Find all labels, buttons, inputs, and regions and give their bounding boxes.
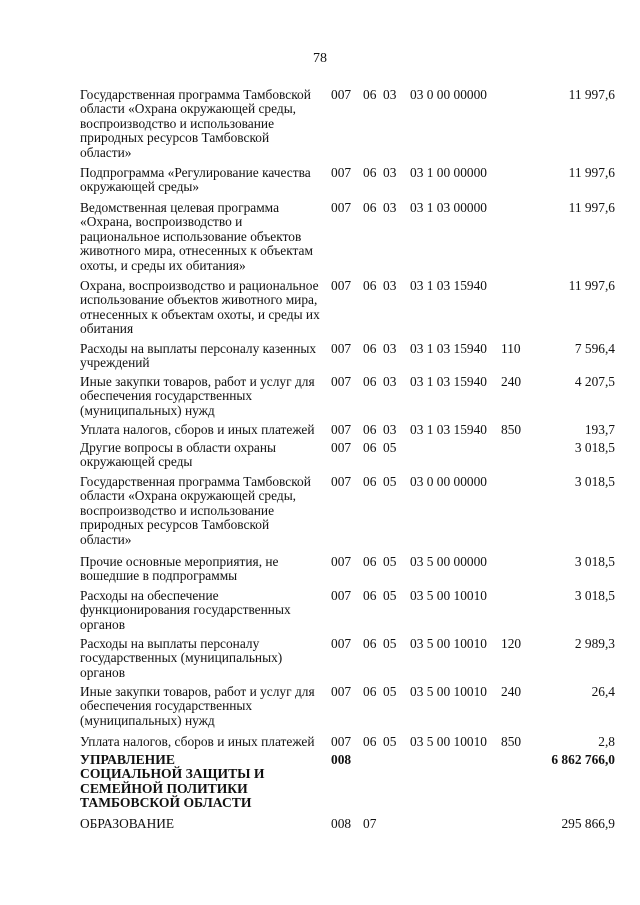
section-code: 06 [363,636,377,651]
amount: 2 989,3 [574,636,615,651]
target-code: 03 5 00 00000 [410,554,487,569]
section-code: 06 [363,440,377,455]
section-code: 06 [363,734,377,749]
subsection-code: 03 [383,374,397,389]
subsection-code: 05 [383,474,397,489]
amount: 26,4 [591,684,615,699]
subsection-code: 05 [383,684,397,699]
subsection-code: 05 [383,636,397,651]
target-code: 03 1 03 00000 [410,200,487,215]
row-name: Расходы на выплаты персоналу государственных (муниципальных) органов [80,636,283,680]
row-name: Государственная программа Тамбовской области «Охрана окружающей среды, воспроизводство и использование природных ресурсов Тамбовской области» [80,474,311,547]
page-number: 78 [313,51,327,66]
target-code: 03 1 03 15940 [410,278,487,293]
expense-type-code: 110 [501,341,521,356]
subsection-code: 03 [383,165,397,180]
ministry-code: 007 [331,588,352,603]
row-name: УПРАВЛЕНИЕ СОЦИАЛЬНОЙ ЗАЩИТЫ И СЕМЕЙНОЙ ПОЛИТИКИ ТАМБОВСКОЙ ОБЛАСТИ [80,752,265,811]
row-name: Уплата налогов, сборов и иных платежей [80,422,315,437]
ministry-code: 007 [331,440,352,455]
row-name: Охрана, воспроизводство и рациональное использование объектов животного мира, отнесенных к объектам охоты, и среды их обитания [80,278,320,337]
amount: 2,8 [598,734,615,749]
subsection-code: 05 [383,554,397,569]
table-row [80,555,615,589]
section-code: 06 [363,165,377,180]
amount: 11 997,6 [568,165,615,180]
row-name: Расходы на обеспечение функционирования государственных органов [80,588,291,632]
row-name: Расходы на выплаты персоналу казенных учреждений [80,341,317,371]
section-code: 06 [363,588,377,603]
ministry-code: 007 [331,200,352,215]
table-row [80,166,615,201]
ministry-code: 008 [331,816,352,831]
row-name: Ведомственная целевая программа «Охрана, воспроизводство и рациональное использование объектов животного мира, отнесенных к объектам охоты, и среды их обитания» [80,200,313,273]
table-row [80,375,615,423]
target-code: 03 0 00 00000 [410,474,487,489]
row-name: Уплата налогов, сборов и иных платежей [80,734,315,749]
subsection-code: 03 [383,87,397,102]
amount: 6 862 766,0 [551,752,615,767]
ministry-code: 007 [331,636,352,651]
ministry-code: 008 [331,752,352,767]
ministry-code: 007 [331,684,352,699]
amount: 3 018,5 [574,474,615,489]
target-code: 03 0 00 00000 [410,87,487,102]
table-row [80,279,615,342]
subsection-code: 03 [383,422,397,437]
ministry-code: 007 [331,422,352,437]
subsection-code: 05 [383,588,397,603]
section-code: 06 [363,684,377,699]
ministry-code: 007 [331,165,352,180]
row-name: Иные закупки товаров, работ и услуг для обеспечения государственных (муниципальных) нужд [80,374,315,418]
expense-type-code: 240 [501,684,522,699]
amount: 193,7 [584,422,615,437]
subsection-code: 03 [383,278,397,293]
table-row [80,423,615,441]
row-name: Подпрограмма «Регулирование качества окружающей среды» [80,165,311,195]
target-code: 03 5 00 10010 [410,636,487,651]
section-code: 06 [363,554,377,569]
table-row [80,817,615,835]
subsection-code: 05 [383,734,397,749]
target-code: 03 1 00 00000 [410,165,487,180]
target-code: 03 5 00 10010 [410,734,487,749]
target-code: 03 5 00 10010 [410,588,487,603]
subsection-code: 03 [383,200,397,215]
table-row [80,342,615,375]
subsection-code: 03 [383,341,397,356]
target-code: 03 1 03 15940 [410,341,487,356]
amount: 7 596,4 [574,341,615,356]
ministry-code: 007 [331,87,352,102]
expense-type-code: 240 [501,374,522,389]
table-row-department [80,753,615,817]
row-name: Другие вопросы в области охраны окружающей среды [80,440,277,470]
section-code: 06 [363,200,377,215]
amount: 3 018,5 [574,588,615,603]
table-row [80,637,615,685]
row-name: Иные закупки товаров, работ и услуг для обеспечения государственных (муниципальных) нужд [80,684,315,728]
table-row [80,735,615,753]
table-row [80,201,615,279]
amount: 11 997,6 [568,278,615,293]
amount: 11 997,6 [568,87,615,102]
section-code: 06 [363,341,377,356]
ministry-code: 007 [331,474,352,489]
target-code: 03 5 00 10010 [410,684,487,699]
subsection-code: 05 [383,440,397,455]
ministry-code: 007 [331,278,352,293]
ministry-code: 007 [331,341,352,356]
target-code: 03 1 03 15940 [410,422,487,437]
budget-table [80,88,615,835]
amount: 295 866,9 [561,816,615,831]
row-name: Государственная программа Тамбовской области «Охрана окружающей среды, воспроизводство и использование природных ресурсов Тамбовской области» [80,87,311,160]
ministry-code: 007 [331,734,352,749]
row-name: Прочие основные мероприятия, не вошедшие в подпрограммы [80,554,279,584]
table-row [80,88,615,166]
expense-type-code: 120 [501,636,522,651]
table-row [80,441,615,475]
amount: 3 018,5 [574,554,615,569]
amount: 11 997,6 [568,200,615,215]
section-code: 07 [363,816,377,831]
section-code: 06 [363,422,377,437]
section-code: 06 [363,278,377,293]
amount: 4 207,5 [574,374,615,389]
expense-type-code: 850 [501,734,522,749]
section-code: 06 [363,474,377,489]
table-row [80,685,615,735]
section-code: 06 [363,87,377,102]
ministry-code: 007 [331,554,352,569]
table-row [80,475,615,555]
ministry-code: 007 [331,374,352,389]
expense-type-code: 850 [501,422,522,437]
amount: 3 018,5 [574,440,615,455]
target-code: 03 1 03 15940 [410,374,487,389]
section-code: 06 [363,374,377,389]
table-row [80,589,615,637]
row-name: ОБРАЗОВАНИЕ [80,816,175,831]
